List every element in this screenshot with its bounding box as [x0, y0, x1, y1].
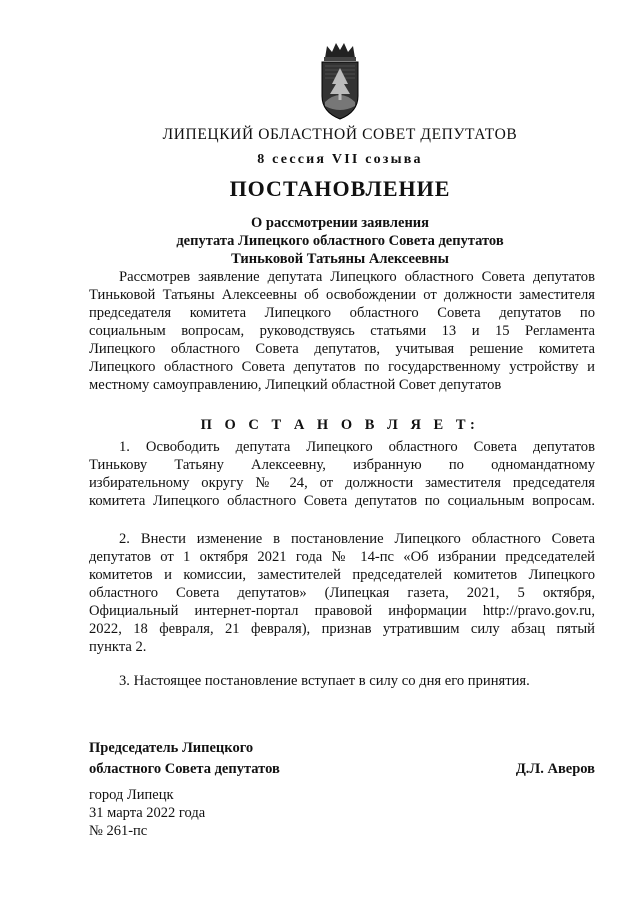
subject-line: депутата Липецкого областного Совета депутатов	[176, 233, 504, 249]
subject-line: О рассмотрении заявления	[250, 215, 429, 231]
text-line: Липецкого областного Совета депутатов, учитывая решение комитета	[89, 341, 595, 357]
council-name: ЛИПЕЦКИЙ ОБЛАСТНОЙ СОВЕТ ДЕПУТАТОВ	[162, 126, 518, 143]
footer-city: город Липецк	[89, 787, 174, 803]
text-line: 2022, 18 февраля, 21 февраля), признав утратившим силу абзац пятый	[89, 621, 595, 637]
text-line: 2. Внести изменение в постановление Липецкого областного Совета	[119, 531, 595, 547]
footer-number: № 261-пс	[89, 823, 148, 839]
text-line: 1. Освободить депутата Липецкого областного Совета депутатов	[119, 439, 595, 455]
subject-line: Тиньковой Татьяны Алексеевны	[231, 251, 449, 267]
session-label: 8 сессия VII созыва	[257, 152, 423, 167]
text-line: комитета Липецкого областного Совета депутатов по социальным вопросам.	[89, 493, 595, 509]
footer-date: 31 марта 2022 года	[89, 805, 206, 821]
signatory-title: областного Совета депутатов	[89, 761, 280, 777]
text-line: председателя комитета Липецкого областного Совета депутатов по	[89, 305, 595, 321]
text-line: Рассмотрев заявление депутата Липецкого областного Совета депутатов	[119, 269, 595, 285]
text-line: Тинькову Татьяну Алексеевну, избранную по одномандатному	[89, 457, 595, 473]
text-line: областного Совета депутатов» (Липецкая газета, 2021, 5 октября,	[89, 585, 595, 601]
text-line: Официальный интернет-портал правовой информации http://pravo.gov.ru,	[89, 603, 595, 619]
resolution-item-2	[89, 530, 595, 656]
document-footer	[89, 786, 205, 840]
text-line: Тиньковой Татьяны Алексеевны об освобождении от должности заместителя	[89, 287, 595, 303]
text-line: избирательному округу № 24, от должности заместителя председателя	[89, 475, 595, 491]
text-line: комитетов и комиссии, заместителей председателей комитетов Липецкого	[89, 567, 595, 583]
signatory-title: Председатель Липецкого	[89, 740, 254, 756]
resolution-item-1	[89, 438, 595, 510]
coat-of-arms-icon	[315, 40, 365, 122]
preamble-paragraph	[89, 268, 595, 394]
resolves-heading: П О С Т А Н О В Л Я Е Т:	[200, 417, 480, 433]
text-line: Липецкого областного Совета депутатов по государственному устройству и	[89, 359, 595, 375]
text-line: депутатов от 1 октября 2021 года № 14-пс «Об избрании председателей	[89, 549, 595, 565]
resolution-item-3	[89, 672, 595, 690]
document-subject	[80, 214, 600, 268]
text-line: местному самоуправлению, Липецкий областной Совет депутатов	[89, 377, 502, 393]
signatory-name: Д.Л. Аверов	[515, 761, 595, 777]
text-line: пункта 2.	[89, 639, 147, 655]
signature-block	[89, 738, 595, 780]
text-line: 3. Настоящее постановление вступает в силу со дня его принятия.	[119, 673, 530, 689]
text-line: социальным вопросам, руководствуясь статьями 13 и 15 Регламента	[89, 323, 595, 339]
document-type: ПОСТАНОВЛЕНИЕ	[229, 176, 451, 201]
